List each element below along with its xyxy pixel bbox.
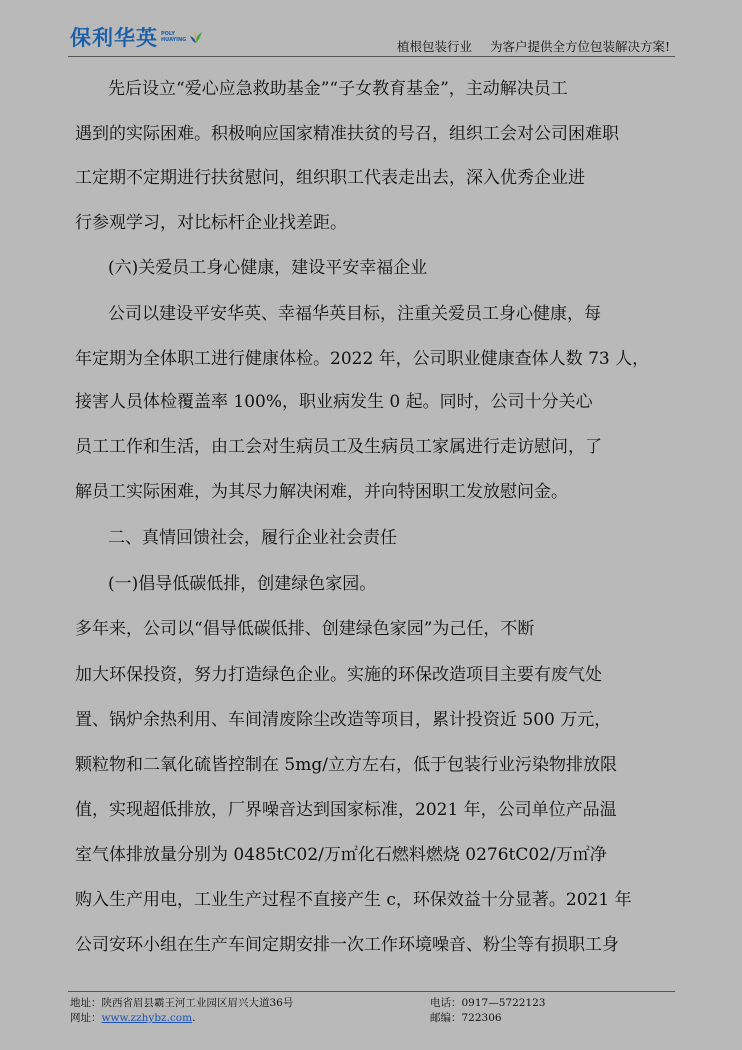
body-line: 公司安环小组在生产车间定期安排一次工作环境噪音、粉尘等有损职工身 [75,935,619,955]
footer-website-label: 网址： [70,1012,102,1024]
section-heading: (一)倡导低碳低排，创建绿色家园。 [108,574,377,594]
body-line: 工定期不定期进行扶贫慰问，组织职工代表走出去，深入优秀企业进 [75,168,585,188]
slogan-part1: 植根包装行业 [396,39,472,54]
logo-en-line2: HUAYING [161,37,187,43]
body-line: 遇到的实际困难。积极响应国家精准扶贫的号召，组织工会对公司困难职 [75,124,619,144]
footer-right [430,996,546,1026]
body-line: 解员工实际困难，为其尽力解决闲难，并向特困职工发放慰问金。 [75,482,568,502]
footer-phone: 电话：0917—5722123 [430,997,546,1009]
body-line: 多年来，公司以“倡导低碳低排、创建绿色家园”为己任，不断 [75,619,535,639]
logo-english [161,31,186,43]
footer-divider [68,991,675,992]
body-line: 置、锅炉余热利用、车间清废除尘改造等项目，累计投资近 500 万元， [75,710,612,730]
body-line: 公司以建设平安华英、幸福华英目标，注重关爱员工身心健康，每 [108,304,601,324]
footer-postcode: 邮编：722306 [430,1012,502,1024]
body-line: 行参观学习，对比标杆企业找差距。 [75,213,347,233]
logo-en-line1: POLY [161,31,175,37]
body-line: 颗粒物和二氧化硫皆控制在 5mg/立方左右，低于包装行业污染物排放限 [75,755,617,775]
header-slogan [397,37,670,55]
slogan-part2: 为客户提供全方位包装解决方案! [489,39,670,54]
logo-text: 保利华英 [70,26,158,50]
body-line: 值，实现超低排放，厂界噪音达到国家标准，2021 年，公司单位产品温 [75,800,617,820]
body-line: 先后设立“爱心应急救助基金”“子女教育基金”，主动解决员工 [108,79,568,99]
section-heading: 二、真情回馈社会，履行企业社会责任 [108,528,397,548]
footer-website-suffix: . [192,1012,196,1024]
body-line: 室气体排放量分别为 0485tC02/万㎡化石燃料燃烧 0276tC02/万㎡净 [75,845,607,865]
footer-address: 地址：陕西省眉县霸王河工业园区眉兴大道36号 [70,997,294,1009]
logo-leaf-icon [188,29,204,45]
company-logo [70,22,204,52]
footer-left [70,996,293,1026]
body-line: 员工工作和生活，由工会对生病员工及生病员工家属进行走访慰问，了 [75,437,602,457]
body-line: 购入生产用电，工业生产过程不直接产生 c，环保效益十分显著。2021 年 [75,890,632,910]
page-header [0,0,742,62]
section-heading: (六)关爱员工身心健康，建设平安幸福企业 [108,258,428,278]
website-link[interactable]: www.zzhybz.com [101,1012,193,1024]
header-divider [68,56,675,57]
footer-website-row [70,1011,293,1026]
body-line: 年定期为全体职工进行健康体检。2022 年，公司职业健康查体人数 73 人， [75,349,650,369]
body-line: 接害人员体检覆盖率 100%，职业病发生 0 起。同时，公司十分关心 [75,392,593,412]
body-line: 加大环保投资，努力打造绿色企业。实施的环保改造项目主要有废气处 [75,665,602,685]
